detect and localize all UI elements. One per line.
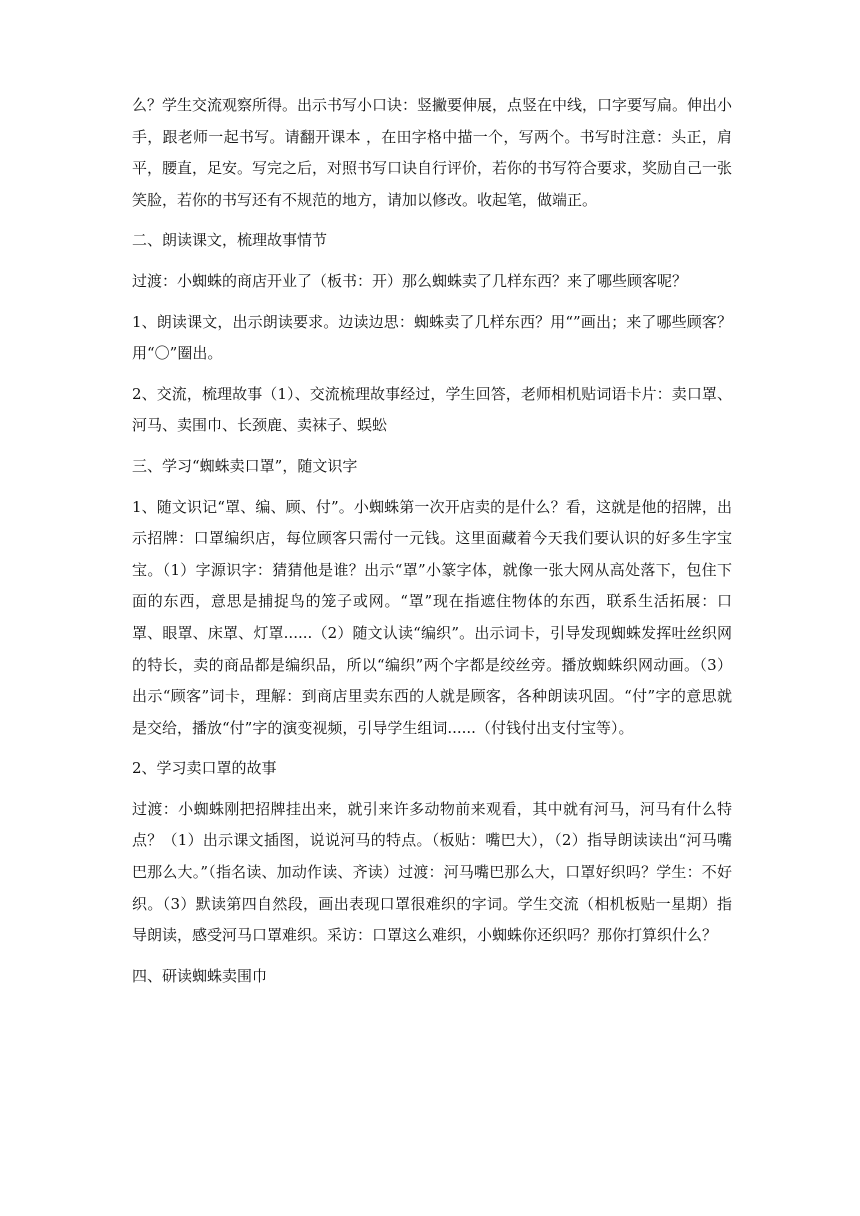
section-heading-2: 二、朗读课文，梳理故事情节 bbox=[132, 231, 328, 250]
document-body bbox=[132, 90, 732, 1001]
subsection-heading-mask-story: 2、学习卖口罩的故事 bbox=[132, 759, 277, 778]
section-heading-4: 四、研读蜘蛛卖围巾 bbox=[132, 966, 268, 985]
paragraph-transition-1: 过渡：小蜘蛛的商店开业了（板书：开）那么蜘蛛卖了几样东西？来了哪些顾客呢？ bbox=[132, 271, 688, 290]
paragraph-writing-practice: 么？学生交流观察所得。出示书写小口诀：竖撇要伸展，点竖在中线，口字要写扁。伸出小手，跟老师一起书写。请翻开课本 ，在田字格中描一个，写两个。书写时注意：头正，肩平，腰直，足安。写完之后，对照书写口诀自行评价，若你的书写符合要求，奖励自己一张笑脸，若你的书写还有不规范的地方，请加以修改。收起笔，做端正。 bbox=[132, 96, 733, 209]
paragraph-reading-requirement: 1、朗读课文，出示朗读要求。边读边思：蜘蛛卖了几样东西？用“”画出；来了哪些顾客？用“〇”圈出。 bbox=[132, 312, 732, 363]
paragraph-hippo-story: 过渡：小蜘蛛刚把招牌挂出来，就引来许多动物前来观看，其中就有河马，河马有什么特点？（1）出示课文插图，说说河马的特点。（板贴：嘴巴大），（2）指导朗读读出“河马嘴巴那么大。”（指名读、加动作读、齐读）过渡：河马嘴巴那么大，口罩好织吗？学生：不好织。（3）默读第四自然段，画出表现口罩很难织的字词。学生交流（相机板贴一星期）指导朗读，感受河马口罩难织。采访：口罩这么难织，小蜘蛛你还织吗？那你打算织什么？ bbox=[132, 799, 732, 945]
paragraph-story-sorting: 2、交流，梳理故事（1）、交流梳理故事经过，学生回答，老师相机贴词语卡片：卖口罩、河马、卖围巾、长颈鹿、卖袜子、蜈蚣 bbox=[132, 384, 732, 435]
paragraph-character-learning: 1、随文识记“罩、编、顾、付”。小蜘蛛第一次开店卖的是什么？看，这就是他的招牌，出示招牌：口罩编织店，每位顾客只需付一元钱。这里面藏着今天我们要认识的好多生字宝宝。（1）字源识字：猜猜他是谁？出示“罩”小篆字体，就像一张大网从高处落下，包住下面的东西，意思是捕捉鸟的笼子或网。“罩”现在指遮住物体的东西，联系生活拓展：口罩、眼罩、床罩、灯罩......（2）随文认读“编织”。出示词卡，引导发现蜘蛛发挥吐丝织网的特长，卖的商品都是编织品，所以“编织”两个字都是绞丝旁。播放蜘蛛织网动画。（3）出示“顾客”词卡，理解：到商店里卖东西的人就是顾客，各种朗读巩固。“付”字的意思就是交给，播放“付”字的演变视频，引导学生组词......（付钱付出支付宝等）。 bbox=[132, 497, 732, 737]
section-heading-3: 三、学习“蜘蛛卖口罩”，随文识字 bbox=[132, 456, 358, 475]
